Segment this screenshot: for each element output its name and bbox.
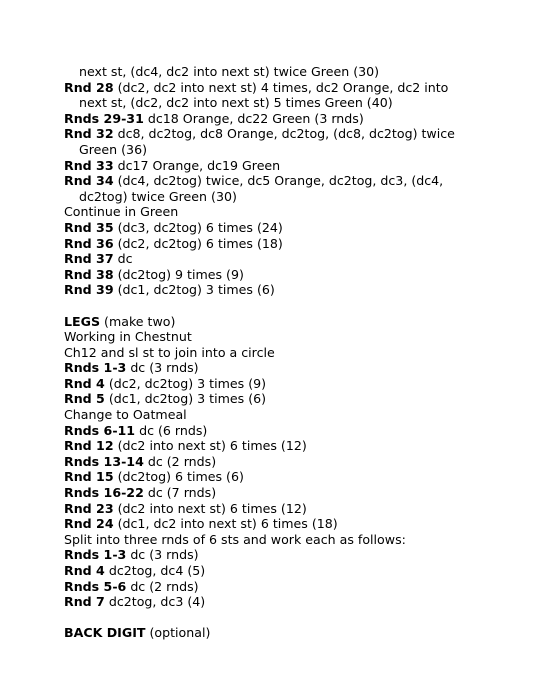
- pattern-line: [64, 563, 524, 579]
- round-label: Rnd 39: [64, 282, 114, 298]
- pattern-page: [64, 64, 524, 641]
- pattern-line: [64, 314, 524, 330]
- pattern-line: [64, 189, 524, 205]
- pattern-line: [64, 423, 524, 439]
- instruction-text: dc (2 rnds): [143, 453, 217, 469]
- round-label: Rnd 15: [64, 469, 114, 485]
- pattern-line: [64, 158, 524, 174]
- round-label: BACK DIGIT: [64, 625, 146, 641]
- pattern-line: [64, 142, 524, 158]
- round-label: Rnd 24: [64, 516, 114, 532]
- instruction-text: (make two): [100, 313, 176, 329]
- instruction-text: Change to Oatmeal: [64, 407, 187, 423]
- instruction-text: (dc1, dc2tog) 3 times (6): [113, 282, 275, 298]
- round-label: Rnd 34: [64, 173, 114, 189]
- pattern-line: [64, 516, 524, 532]
- pattern-line: [64, 438, 524, 454]
- blank-line: [64, 610, 524, 626]
- pattern-line: [64, 64, 524, 80]
- instruction-text: (dc2 into next st) 6 times (12): [113, 438, 307, 454]
- round-label: Rnds 29-31: [64, 110, 144, 126]
- instruction-text: (dc2, dc2tog) 3 times (9): [104, 375, 267, 391]
- pattern-line: [64, 391, 524, 407]
- instruction-text: (dc1, dc2tog) 3 times (6): [104, 391, 267, 407]
- instruction-text: (dc2tog) 6 times (6): [113, 469, 244, 485]
- round-label: Rnds 1-3: [64, 547, 127, 563]
- instruction-text: Continue in Green: [64, 204, 179, 220]
- round-label: LEGS: [64, 313, 101, 329]
- pattern-line: [64, 594, 524, 610]
- instruction-text: (dc2, dc2tog) 6 times (18): [113, 235, 283, 251]
- instruction-text: (dc2tog) 9 times (9): [113, 266, 244, 282]
- pattern-line: [64, 532, 524, 548]
- round-label: Rnd 36: [64, 235, 114, 251]
- instruction-text: dc8, dc2tog, dc8 Orange, dc2tog, (dc8, dc2tog) twice: [113, 126, 455, 142]
- pattern-line: [64, 173, 524, 189]
- round-label: Rnds 13-14: [64, 453, 144, 469]
- round-label: Rnd 38: [64, 266, 114, 282]
- round-label: Rnds 16-22: [64, 485, 144, 501]
- pattern-line: [64, 267, 524, 283]
- instruction-text: dc: [113, 251, 133, 267]
- instruction-text: (dc2 into next st) 6 times (12): [113, 500, 307, 516]
- round-label: Rnd 33: [64, 157, 114, 173]
- pattern-line: [64, 220, 524, 236]
- instruction-text: Green (36): [79, 141, 147, 157]
- pattern-line: [64, 360, 524, 376]
- instruction-text: dc (3 rnds): [126, 360, 199, 376]
- round-label: Rnds 6-11: [64, 422, 136, 438]
- round-label: Rnd 4: [64, 375, 105, 391]
- instruction-text: next st, (dc2, dc2 into next st) 5 times Green (40): [79, 95, 393, 111]
- round-label: Rnd 4: [64, 563, 105, 578]
- pattern-line: [64, 329, 524, 345]
- instruction-text: Split into three rnds of 6 sts and work each as follows:: [64, 531, 406, 547]
- round-label: Rnd 5: [64, 391, 105, 407]
- instruction-text: (dc4, dc2tog) twice, dc5 Orange, dc2tog, dc3, (dc4,: [113, 173, 444, 189]
- instruction-text: dc18 Orange, dc22 Green (3 rnds): [143, 110, 364, 126]
- pattern-line: [64, 376, 524, 392]
- pattern-line: [64, 251, 524, 267]
- round-label: Rnd 37: [64, 251, 114, 267]
- instruction-text: Working in Chestnut: [64, 329, 192, 345]
- instruction-text: dc2tog, dc3 (4): [104, 594, 206, 610]
- pattern-line: [64, 469, 524, 485]
- instruction-text: dc (3 rnds): [126, 547, 199, 563]
- pattern-line: [64, 204, 524, 220]
- blank-line: [64, 298, 524, 314]
- round-label: Rnd 35: [64, 219, 114, 235]
- instruction-text: (dc2, dc2 into next st) 4 times, dc2 Orange, dc2 into: [113, 79, 449, 95]
- instruction-text: Ch12 and sl st to join into a circle: [64, 344, 275, 360]
- pattern-line: [64, 501, 524, 517]
- round-label: Rnds 1-3: [64, 360, 127, 376]
- instruction-text: (dc1, dc2 into next st) 6 times (18): [113, 516, 338, 532]
- instruction-text: dc17 Orange, dc19 Green: [113, 157, 281, 173]
- pattern-line: [64, 95, 524, 111]
- round-label: Rnd 23: [64, 500, 114, 516]
- instruction-text: (optional): [145, 625, 211, 641]
- round-label: Rnd 7: [64, 594, 105, 610]
- pattern-line: [64, 625, 524, 641]
- instruction-text: (dc3, dc2tog) 6 times (24): [113, 219, 283, 235]
- instruction-text: dc2tog, dc4 (5): [104, 563, 206, 578]
- pattern-line: [64, 345, 524, 361]
- instruction-text: dc2tog) twice Green (30): [79, 188, 237, 204]
- pattern-line: [64, 282, 524, 298]
- pattern-line: [64, 547, 524, 563]
- pattern-line: [64, 126, 524, 142]
- pattern-line: [64, 485, 524, 501]
- pattern-line: [64, 407, 524, 423]
- pattern-line: [64, 111, 524, 127]
- round-label: Rnd 32: [64, 126, 114, 142]
- round-label: Rnd 28: [64, 79, 114, 95]
- pattern-line: [64, 80, 524, 96]
- instruction-text: dc (6 rnds): [135, 422, 208, 438]
- round-label: Rnd 12: [64, 438, 114, 454]
- instruction-text: dc (7 rnds): [143, 485, 217, 501]
- round-label: Rnds 5-6: [64, 578, 127, 594]
- pattern-line: [64, 236, 524, 252]
- pattern-line: [64, 579, 524, 595]
- instruction-text: next st, (dc4, dc2 into next st) twice Green (30): [79, 64, 380, 79]
- instruction-text: dc (2 rnds): [126, 578, 199, 594]
- pattern-line: [64, 454, 524, 470]
